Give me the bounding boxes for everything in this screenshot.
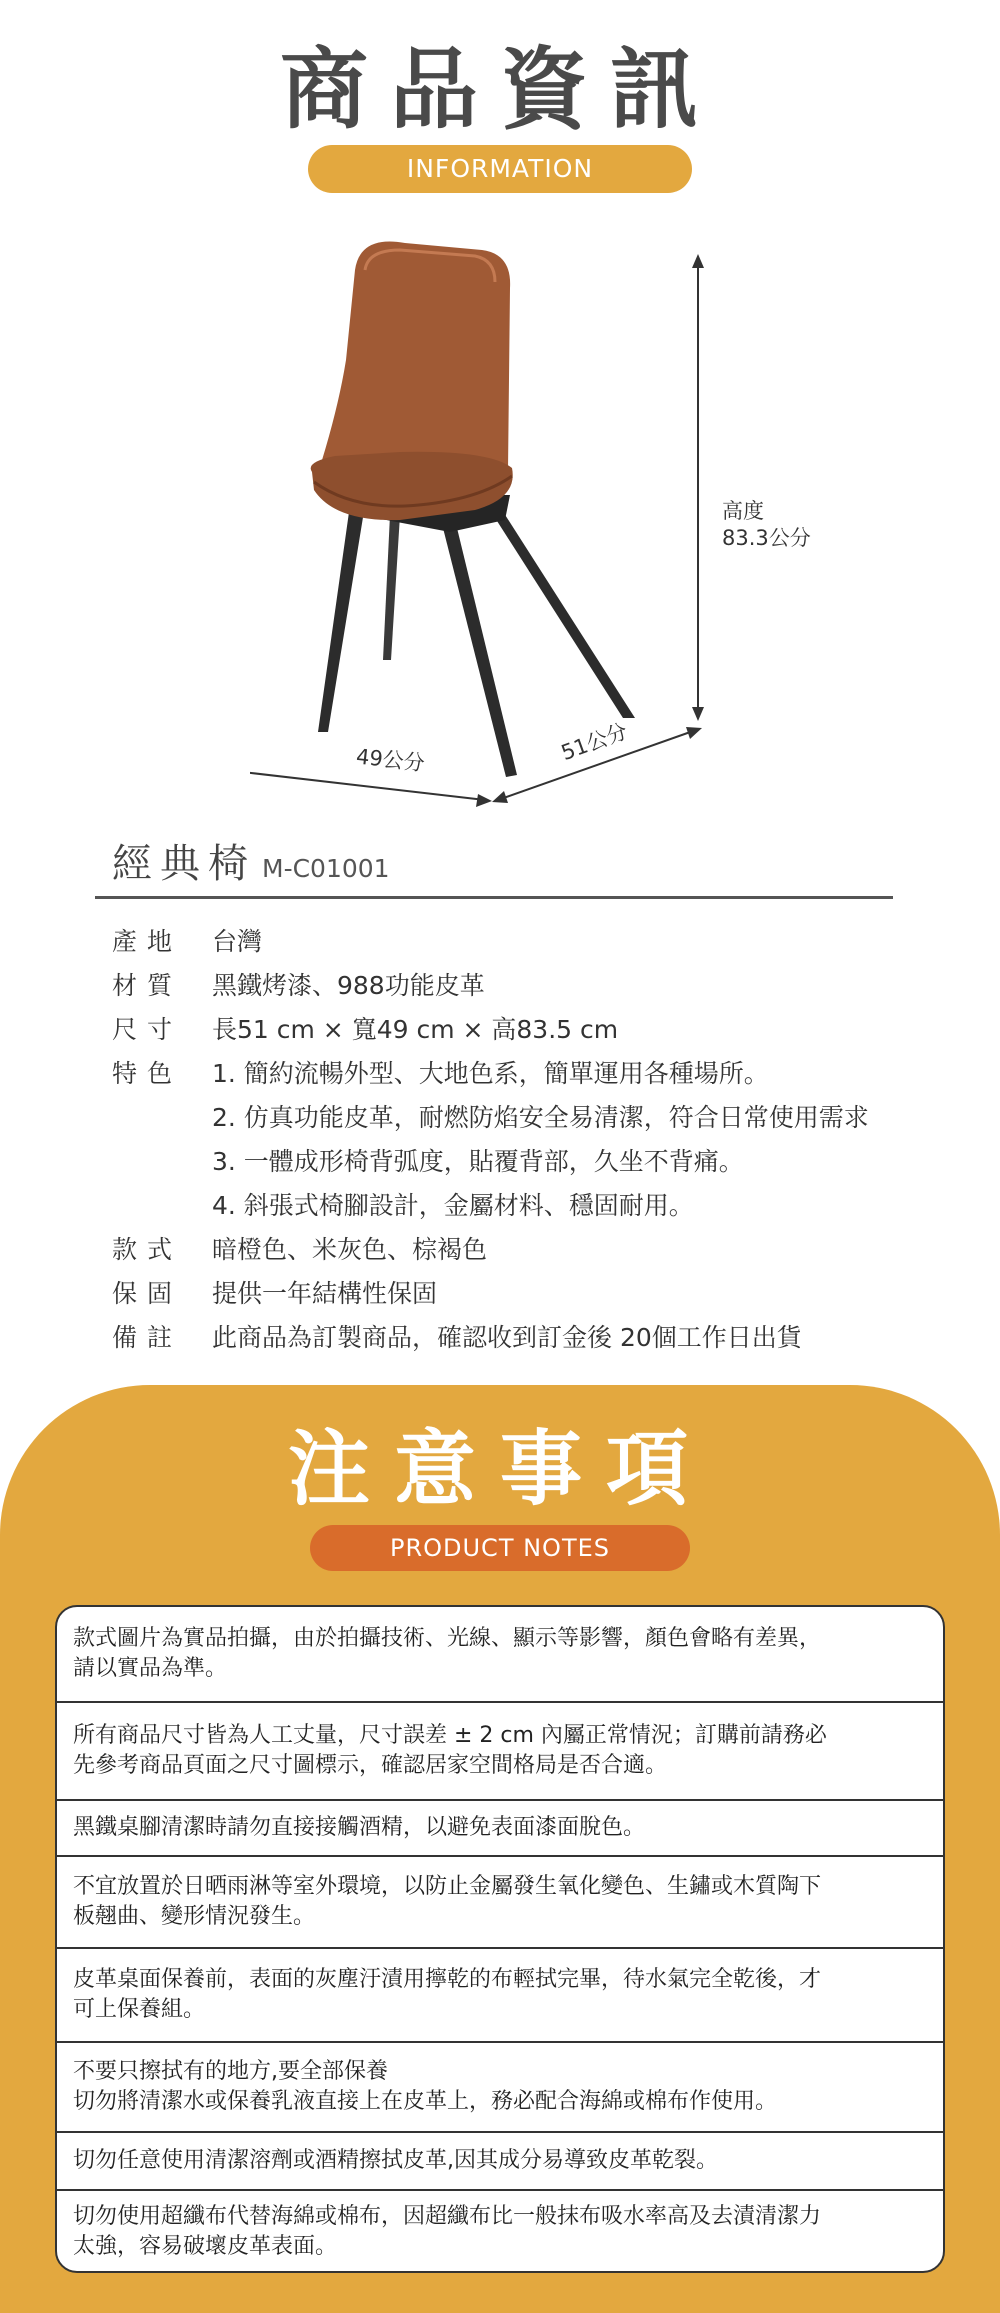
note-text: 不要只擦拭有的地方,要全部保養 切勿將清潔水或保養乳液直接上在皮革上，務必配合海綿或棉布作使用。 xyxy=(73,2059,778,2114)
spec-row-remarks xyxy=(112,1316,932,1360)
spec-row-size xyxy=(112,1008,932,1052)
product-name: 經典椅 xyxy=(112,841,256,887)
note-item xyxy=(57,2133,943,2191)
height-arrow-bottom xyxy=(692,707,704,721)
spec-label xyxy=(112,1184,212,1228)
spec-row-feature-2 xyxy=(112,1096,932,1140)
spec-label xyxy=(112,1140,212,1184)
note-text: 皮革桌面保養前，表面的灰塵汙漬用擰乾的布輕拭完畢，待水氣完全乾後，才 可上保養組。 xyxy=(73,1967,822,2022)
note-item xyxy=(57,1607,943,1703)
chair-leg-back-right xyxy=(490,510,635,718)
spec-value: 4. 斜張式椅腳設計，金屬材料、穩固耐用。 xyxy=(212,1191,694,1220)
note-text: 不宜放置於日晒雨淋等室外環境，以防止金屬發生氧化變色、生鏽或木質陶下 板翹曲、變形情況發生。 xyxy=(73,1874,822,1929)
spec-row-feature-3 xyxy=(112,1140,932,1184)
product-code: M-C01001 xyxy=(262,854,390,883)
spec-value: 1. 簡約流暢外型、大地色系，簡單運用各種場所。 xyxy=(212,1059,769,1088)
spec-row-origin xyxy=(112,920,932,964)
spec-label xyxy=(112,1096,212,1140)
spec-value: 3. 一體成形椅背弧度，貼覆背部，久坐不背痛。 xyxy=(212,1147,744,1176)
spec-row-material xyxy=(112,964,932,1008)
spec-value: 此商品為訂製商品，確認收到訂金後 20個工作日出貨 xyxy=(212,1323,802,1352)
note-text: 款式圖片為實品拍攝，由於拍攝技術、光線、顯示等影響，顏色會略有差異， 請以實品為準。 xyxy=(73,1626,822,1681)
spec-value: 暗橙色、米灰色、棕褐色 xyxy=(212,1235,488,1264)
spec-label: 尺寸 xyxy=(112,1015,183,1044)
note-item xyxy=(57,1703,943,1801)
spec-value: 2. 仿真功能皮革，耐燃防焰安全易清潔，符合日常使用需求 xyxy=(212,1103,869,1132)
note-text: 切勿使用超纖布代替海綿或棉布，因超纖布比一般抹布吸水率高及去漬清潔力 太強，容易破壞皮革表面。 xyxy=(73,2204,822,2259)
product-name-block xyxy=(112,832,390,889)
spec-value: 長51 cm × 寬49 cm × 高83.5 cm xyxy=(212,1015,619,1044)
chair-back xyxy=(318,242,510,482)
spec-label: 保固 xyxy=(112,1279,183,1308)
width-label: 49公分 xyxy=(354,744,426,776)
note-item xyxy=(57,1801,943,1857)
note-text: 所有商品尺寸皆為人工丈量，尺寸誤差 ± 2 cm 內屬正常情況；訂購前請務必 先參考商品頁面之尺寸圖標示，確認居家空間格局是否合適。 xyxy=(73,1723,827,1778)
title-divider xyxy=(95,896,893,899)
notes-title: 注意事項 xyxy=(287,1422,712,1517)
spec-row-colors xyxy=(112,1228,932,1272)
height-arrow-top xyxy=(692,254,704,268)
spec-value: 黑鐵烤漆、988功能皮革 xyxy=(212,971,485,1000)
height-value: 83.3公分 xyxy=(722,526,811,550)
information-pill: INFORMATION xyxy=(308,145,692,193)
spec-label: 備註 xyxy=(112,1323,183,1352)
chair-leg-front-left xyxy=(318,505,365,732)
spec-list xyxy=(112,920,932,1360)
spec-label: 材質 xyxy=(112,971,183,1000)
product-notes-pill: PRODUCT NOTES xyxy=(310,1525,690,1571)
depth-label: 51公分 xyxy=(557,718,631,766)
page-title: 商品資訊 xyxy=(279,38,720,141)
note-text: 黑鐵桌腳清潔時請勿直接接觸酒精，以避免表面漆面脫色。 xyxy=(73,1815,646,1840)
spec-row-warranty xyxy=(112,1272,932,1316)
spec-value: 提供一年結構性保固 xyxy=(212,1279,438,1308)
spec-label: 特色 xyxy=(112,1059,183,1088)
chair-leg-front-right xyxy=(443,528,517,777)
note-item xyxy=(57,1949,943,2043)
height-label: 高度 xyxy=(722,499,764,523)
note-text: 切勿任意使用清潔溶劑或酒精擦拭皮革,因其成分易導致皮革乾裂。 xyxy=(73,2148,718,2173)
notes-box xyxy=(55,1605,945,2273)
note-item xyxy=(57,2043,943,2133)
spec-row-feature-1 xyxy=(112,1052,932,1096)
chair-leg-back-left xyxy=(383,515,400,660)
spec-label: 產地 xyxy=(112,927,183,956)
note-item xyxy=(57,2191,943,2273)
spec-row-feature-4 xyxy=(112,1184,932,1228)
spec-value: 台灣 xyxy=(212,927,263,956)
note-item xyxy=(57,1857,943,1949)
spec-label: 款式 xyxy=(112,1235,183,1264)
